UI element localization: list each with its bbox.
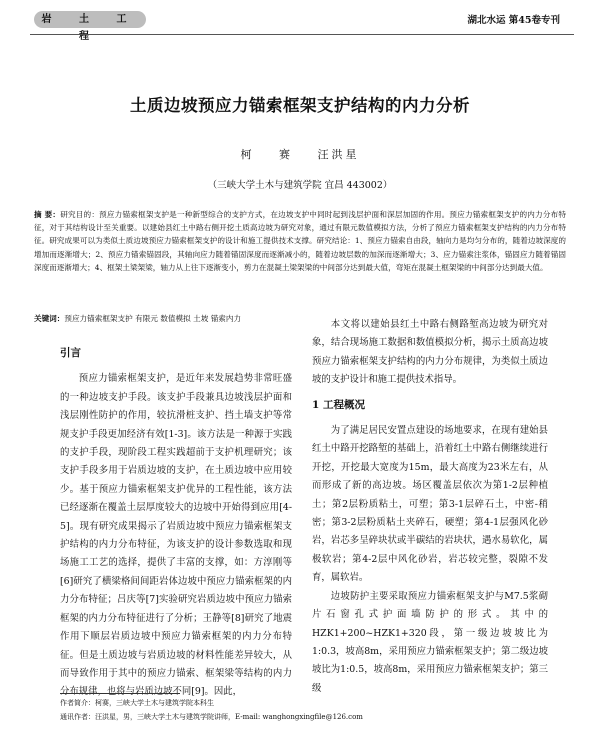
section-tag: 岩 土 工 程 [34, 11, 146, 28]
footnote-author: 作者简介：柯赛，三峡大学土木与建筑学院本科生 [60, 699, 214, 707]
right-column [312, 316, 548, 698]
abstract-label: 摘 要： [34, 210, 61, 219]
section-heading-project: 1 工程概况 [312, 398, 365, 411]
author-list: 柯 赛 汪洪星 [240, 148, 360, 161]
keywords-text: 预应力锚索框架支护 有限元 数值模拟 土坡 锚索内力 [64, 314, 242, 323]
journal-name: 湖北水运 第45卷专刊 [467, 15, 560, 26]
affiliation: （三峡大学土木与建筑学院 宜昌 443002） [207, 180, 393, 191]
page-header [0, 0, 600, 40]
section-heading-intro: 引言 [60, 347, 81, 359]
intro-continuation: 本文将以建始县红土中路右侧路堑高边坡为研究对象，结合现场施工数据和数值模拟分析，揭示土质高边坡预应力锚索框架支护结构的内力分布规律，为类似土质边坡的支护设计和施工提供技术指导。 [312, 319, 548, 386]
paper-title: 土质边坡预应力锚索框架支护结构的内力分析 [130, 96, 470, 115]
keywords-label: 关键词： [34, 314, 65, 323]
footnote-divider [60, 693, 180, 694]
header-divider [30, 34, 574, 35]
project-paragraph-1: 为了满足居民安置点建设的场地要求，在现有建始县红土中路开挖路堑的基础上，沿着红土中路右侧继续进行开挖，开挖最大宽度为15m，最大高度为23米左右，从而形成了新的高边坡。场区覆盖层依次为第1-2层种植土；第2层粉质粘土，可塑；第3-1层碎石土，中密-稍密；第3-2层粉质粘土夹碎石，硬塑；第4-1层强风化砂岩，岩芯多呈碎块状或半碳结的岩块状，遇水易软化，属极软岩；第4-2层中风化砂岩，岩芯较完整，裂隙不发育，属软岩。 [312, 425, 548, 584]
left-column [60, 338, 292, 702]
intro-paragraph: 预应力锚索框架支护，是近年来发展趋势非常旺盛的一种边坡支护手段。该支护手段兼具边坡浅层护面和浅层刚性防护的作用，较抗滑桩支护、挡土墙支护等常规支护手段更加经济有效[1-3]。该方法是一种源于实践的支护手段，现阶段工程实践超前于支护机理研究；该支护手段多用于岩质边坡的支护，在土质边坡中应用较少。基于预应力锚索框架支护优异的工程性能，该方法已经逐渐在覆盖土层厚度较大的边坡中开始得到应用[4-5]。现有研究成果揭示了岩质边坡中预应力锚索框架支护结构的内力分布特征，为该支护的设计参数选取和现场施工工艺的选择，提供了丰富的支撑，如：方淳刚等[6]研究了横梁格间间距岩体边坡中预应力锚索框架的内力分布特征；吕庆等[7]实验研究岩质边坡中预应力锚索框架的内力分布特征进行了分析；王静等[8]研究了地震作用下顺层岩质边坡中预应力锚索框架的内力分布特征。但是土质边坡与岩质边坡的材料性能差异较大，从而导致作用于其中的预应力锚索、框架梁等结构的内力分布规律，也将与岩质边坡不同[9]。因此， [60, 373, 292, 698]
abstract [34, 208, 566, 274]
abstract-text: 研究目的：预应力锚索框架支护是一种新型综合的支护方式，在边坡支护中同时起到浅层护面和深层加固的作用。预应力锚索框架支护的内力分布特征，对于其结构设计至关重要。以建始县红土中路右侧开挖土质高边坡为研究对象，通过有限元数值模拟方法，分析了预应力锚索框架支护结构的内力分布特征。研究成果可以为类似土质边坡预应力锚索框架支护的设计和施工提供技术支撑。研究结论：1、预应力锚索自由段，轴向力是均匀分布的，随着边坡深度的增加而逐渐增大；2、预应力锚索锚固段，其轴向应力随着锚固深度而逐渐减小的，随着边坡层数的加深而逐渐增大；3、应力锚索注浆体，锚固应力随着锚固深度而逐渐增大；4、框架土梁架梁，轴力从上往下逐渐变小，剪力在混凝土梁架梁的中间部分达到最大值，弯矩在混凝土框架梁的中间部分达到最大值。 [34, 210, 566, 272]
project-paragraph-2: 边坡防护主要采取预应力锚索框架支护与M7.5浆砌片石窗孔式护面墙防护的形式。其中的HZK1+200~HZK1+320段，第一级边坡坡比为1:0.3，坡高8m，采用预应力锚索框架支护；第二级边坡坡比为1:0.5，坡高8m，采用预应力锚索框架支护；第三级 [312, 590, 548, 694]
footnote-correspondence: 通讯作者：汪洪星，男，三峡大学土木与建筑学院讲师，E-mail: wanghongxingfile@126.com [60, 713, 363, 721]
